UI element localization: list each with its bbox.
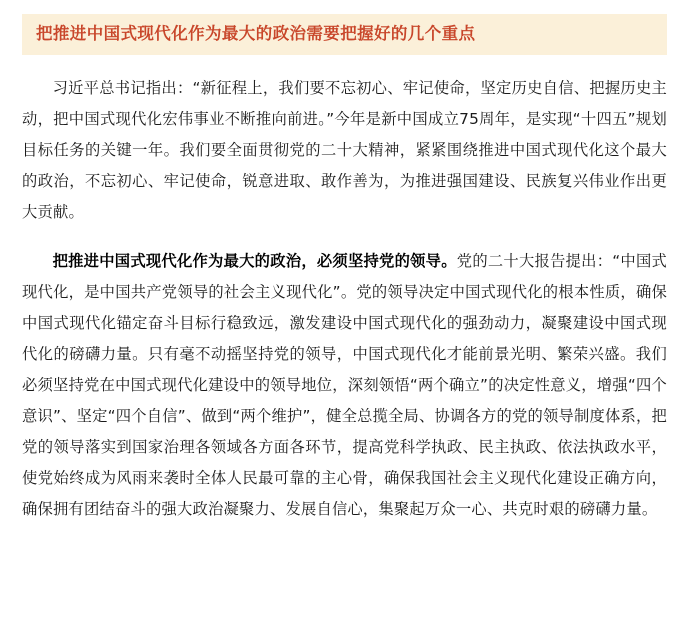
paragraph-lead: 把推进中国式现代化作为最大的政治，必须坚持党的领导。 xyxy=(52,251,457,270)
paragraph-text: 习近平总书记指出：“新征程上，我们要不忘初心、牢记使命，坚定历史自信、把握历史主动，把中国式现代化宏伟事业不断推向前进。”今年是新中国成立75周年，是实现“十四五”规划目标任务的关键一年。我们要全面贯彻党的二十大精神，紧紧围绕推进中国式现代化这个最大的政治，不忘初心、牢记使命，锐意进取、敢作善为，为推进强国建设、民族复兴伟业作出更大贡献。 xyxy=(22,78,667,221)
article-body xyxy=(22,55,667,525)
article-title-banner xyxy=(22,14,667,55)
document-page xyxy=(0,14,689,620)
paragraph-text: 党的二十大报告提出：“中国式现代化，是中国共产党领导的社会主义现代化”。党的领导决定中国式现代化的根本性质，确保中国式现代化锚定奋斗目标行稳致远，激发建设中国式现代化的强劲动力，凝聚建设中国式现代化的磅礴力量。只有毫不动摇坚持党的领导，中国式现代化才能前景光明、繁荣兴盛。我们必须坚持党在中国式现代化建设中的领导地位，深刻领悟“两个确立”的决定性意义，增强“四个意识”、坚定“四个自信”、做到“两个维护”，健全总揽全局、协调各方的党的领导制度体系，把党的领导落实到国家治理各领域各方面各环节，提高党科学执政、民主执政、依法执政水平，使党始终成为风雨来袭时全体人民最可靠的主心骨，确保我国社会主义现代化建设正确方向，确保拥有团结奋斗的强大政治凝聚力、发展自信心，集聚起万众一心、共克时艰的磅礴力量。 xyxy=(22,251,668,518)
paragraph xyxy=(22,73,667,228)
paragraph xyxy=(22,246,667,525)
page-title: 把推进中国式现代化作为最大的政治需要把握好的几个重点 xyxy=(36,24,476,43)
